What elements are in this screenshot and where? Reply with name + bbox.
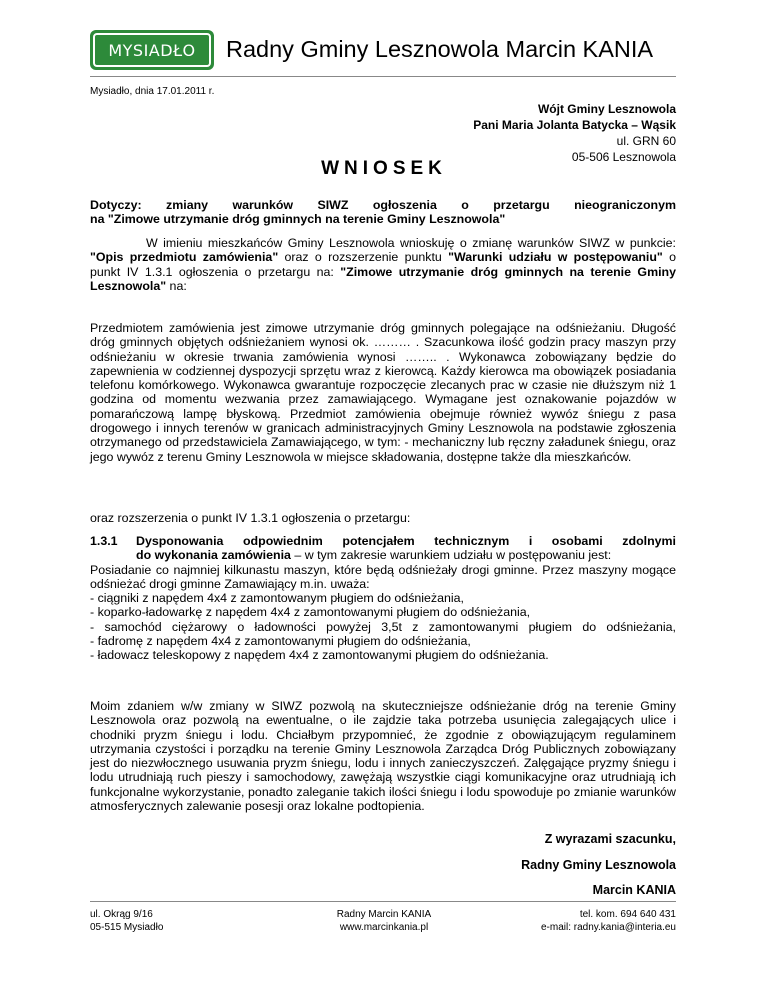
final-paragraph: Moim zdaniem w/w zmiany w SIWZ pozwolą na skuteczniejsze odśnieżanie dróg na terenie Gminy Lesznowola oraz pozwolą na ewentualne, o ile zajdzie taka potrzeba usunięcia zalegających ulice i chodniki pryzm śniegu i lodu. Chciałbym przypomnieć, że zgodnie z obowiązującym regulaminem utrzymania czystości i porządku na terenie Gminy Lesznowola Zarządca Dróg Publicznych zobowiązany jest do niezwłocznego usuwania pryzm śniegu, lodu i innych zanieczyszczeń. Zalęgające pryzmy śniegu i lodu utrudniają ruch pieszy i samochodowy, zawężają wszystkie ciągi komunikacyjne oraz utrudniają ich funkcjonalne wykorzystanie, ponadto zaleganie takich ilości śniegu i lodu spowoduje po zmianie warunków atmosferycznych zalewanie posesji oraz lokalne podtopienia.: [90, 699, 676, 814]
section-heading-line-1: [90, 534, 676, 548]
section-list-item: - fadromę z napędem 4x4 z zamontowanymi pługiem do odśnieżania,: [90, 634, 471, 649]
section-heading-rest: – w tym zakresie warunkiem udziału w postępowaniu jest:: [290, 548, 612, 563]
intro-text-1: W imieniu mieszkańców Gminy Lesznowola wnioskuję o zmianę warunków SIWZ w punkcie:: [146, 236, 676, 250]
subject-line-1: Dotyczy: zmiany warunków SIWZ ogłoszenia o przetargu nieograniczonym: [90, 198, 676, 212]
intro-bold-1: "Opis przedmiotu zamówienia": [90, 250, 279, 265]
recipient-city: 05-506 Lesznowola: [571, 150, 676, 164]
letterhead: [90, 30, 676, 76]
footer-divider: [90, 901, 676, 902]
section-list-item: - ciągniki z napędem 4x4 z zamontowanym pługiem do odśnieżania,: [90, 591, 464, 606]
recipient-name: Pani Maria Jolanta Batycka – Wąsik: [473, 118, 676, 132]
footer-street: ul. Okrąg 9/16: [90, 909, 153, 920]
section-list-item: - koparko-ładowarkę z napędem 4x4 z zamontowanymi pługiem do odśnieżania,: [90, 605, 531, 620]
main-paragraph: Przedmiotem zamówienia jest zimowe utrzymanie dróg gminnych polegające na odśnieżaniu. Długość dróg gminnych objętych odśnieżaniem wynosi ok. ……… . Szacunkowa ilość godzin pracy maszyn przy odśnieżaniu w okresie trwania zamówienia wynosi …….. . Wykonawca zobowiązany będzie do zapewnienia w codziennej dyspozycji sprzętu wraz z kierowcą. Każdy kierowca ma obowiązek posiadania telefonu komórkowego. Wykonawca gwarantuje rozpoczęcie zlecanych prac w czasie nie dłuższym niż 1 godzina od momentu wezwania przez zamawiającego. Wymagane jest oznakowanie pojazdów w pomarańczową lampę błyskową. Przedmiot zamówienia obejmuje również wywóz śniegu z pasa drogowego i innych terenów w granicach administracyjnych Gminy Lesznowola na podstawie zgłoszenia otrzymanego od przedstawiciela Zamawiającego, w tym: - mechaniczny lub ręczny załadunek śniegu, oraz jego wywóz z terenu Gminy Lesznowola w miejsce składowania, dostępne także dla mieszkańców.: [90, 321, 676, 464]
subject-line-2: na "Zimowe utrzymanie dróg gminnych na terenie Gminy Lesznowola": [90, 212, 506, 227]
intro-bold-2: "Warunki udziału w postępowaniu": [448, 250, 663, 265]
document-title: WNIOSEK: [321, 158, 447, 179]
section-number: 1.3.1: [90, 534, 118, 548]
intro-paragraph: [90, 236, 676, 293]
date-line: Mysiadło, dnia 17.01.2011 r.: [90, 86, 215, 97]
intro-text-2: oraz o rozszerzenie punktu: [278, 250, 449, 265]
recipient-office: Wójt Gminy Lesznowola: [537, 102, 676, 116]
section-1-3-1: [90, 534, 676, 663]
letterhead-title: Radny Gminy Lesznowola Marcin KANIA: [226, 36, 654, 62]
footer-contact: [541, 908, 676, 934]
intro-text-4: na:: [166, 278, 187, 293]
header-divider: [90, 76, 676, 77]
footer-email: e-mail: radny.kania@interia.eu: [540, 922, 676, 933]
section-heading-text-1: Dysponowania odpowiednim potencjałem technicznym i osobami zdolnymi: [136, 534, 676, 548]
closing-signature-name: Marcin KANIA: [592, 883, 676, 897]
closing-role: Radny Gminy Lesznowola: [521, 857, 676, 872]
mysiadlo-logo: [90, 30, 214, 70]
section-list-item: - ładowacz teleskopowy z napędem 4x4 z zamontowanymi pługiem do odśnieżania.: [90, 648, 549, 663]
intro-bold-3: "Zimowe utrzymanie dróg gminnych na terenie Gminy Lesznowola": [90, 264, 676, 293]
footer-website: www.marcinkania.pl: [339, 922, 429, 933]
footer-city: 05-515 Mysiadło: [90, 922, 164, 933]
recipient-block: [473, 101, 676, 165]
subject-block: [90, 198, 676, 227]
section-list-item: - samochód ciężarowy o ładowności powyżej 3,5t z zamontowanymi pługiem do odśnieżania,: [90, 619, 676, 634]
closing-block: [521, 827, 676, 904]
footer-name: Radny Marcin KANIA: [336, 909, 432, 920]
recipient-street: ul. GRN 60: [616, 134, 676, 148]
section-body: Posiadanie co najmniej kilkunastu maszyn, które będą odśnieżały drogi gminne. Przez maszyny mogące odśnieżać drogi gminne Zamawiający m.in. uważa:: [90, 562, 676, 591]
oraz-line: oraz rozszerzenia o punkt IV 1.3.1 ogłoszenia o przetargu:: [90, 511, 411, 525]
intro-text-3: ο punkt IV 1.3.1 ogłoszenia o przetargu na:: [90, 250, 676, 279]
closing-greeting: Z wyrazami szacunku,: [544, 832, 676, 846]
section-heading-line-2: [90, 548, 676, 562]
footer-phone: tel. kom. 694 640 431: [579, 909, 676, 920]
logo-text: MYSIADŁO: [93, 33, 211, 67]
section-heading-text-2: do wykonania zamówienia: [136, 548, 291, 563]
